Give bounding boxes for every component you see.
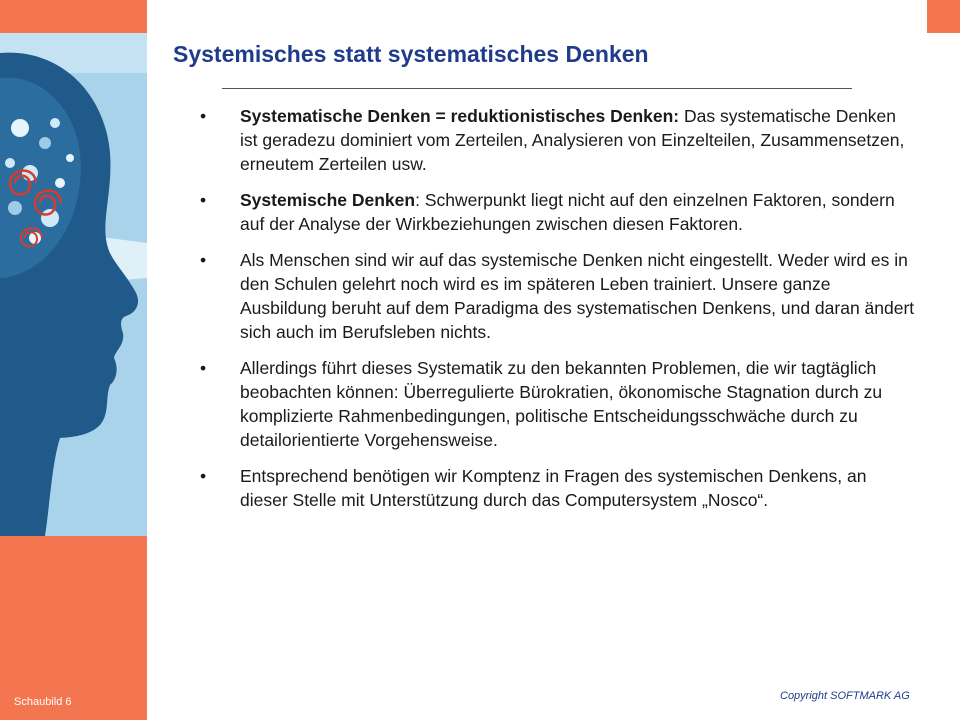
bullet-marker: •: [200, 190, 207, 210]
bullet-marker: •: [200, 358, 207, 378]
bullet-item: [200, 104, 915, 176]
bullet-text: Als Menschen sind wir auf das systemische Denken nicht eingestellt. Weder wird es in den Schulen gelehrt noch wird es im späteren Leben trainiert. Unsere ganze Ausbildung beruht auf dem Paradigma des systematischen Denkens, und daran ändert sich auch im Berufsleben nichts.: [240, 250, 915, 342]
bullet-term: Systematische Denken = reduktionistisches Denken:: [240, 106, 680, 126]
bullet-text: Allerdings führt dieses Systematik zu den bekannten Problemen, die wir tagtäglich beobachten können: Überregulierte Bürokratien, ökonomische Stagnation durch zu komplizierte Rahmenbedingungen, politische Entscheidungsschwäche durch zu detailorientierte Vorgehensweise.: [240, 358, 883, 450]
bullet-text: : Schwerpunkt liegt nicht auf den einzelnen Faktoren, sondern auf der Analyse der Wirkbeziehungen zwischen diesen Faktoren.: [240, 190, 895, 234]
bullet-text: Das systematische Denken ist geradezu dominiert vom Zerteilen, Analysieren von Einzelteilen, Zusammensetzen, erneutem Zerteilen usw.: [240, 106, 905, 174]
bullet-item: [200, 464, 915, 512]
bullet-term: Systemische Denken: [240, 190, 416, 210]
title-divider: [222, 88, 852, 89]
corner-accent: [927, 0, 960, 33]
slide-title: Systemisches statt systematisches Denken: [173, 41, 649, 67]
bullet-item: [200, 188, 915, 236]
bullet-marker: •: [200, 250, 207, 270]
bullet-marker: •: [200, 106, 207, 126]
slide-number-label: Schaubild 6: [14, 696, 72, 708]
copyright-notice: Copyright SOFTMARK AG: [780, 690, 910, 702]
bullet-item: [200, 356, 915, 452]
bullet-item: [200, 248, 915, 344]
bullet-text: Entsprechend benötigen wir Komptenz in Fragen des systemischen Denkens, an dieser Stelle mit Unterstützung durch das Computersystem „Nosco“.: [240, 466, 867, 510]
side-panel: [0, 0, 147, 720]
bullet-marker: •: [200, 466, 207, 486]
head-silhouette-image: [0, 33, 147, 536]
bullet-list: [200, 104, 915, 524]
